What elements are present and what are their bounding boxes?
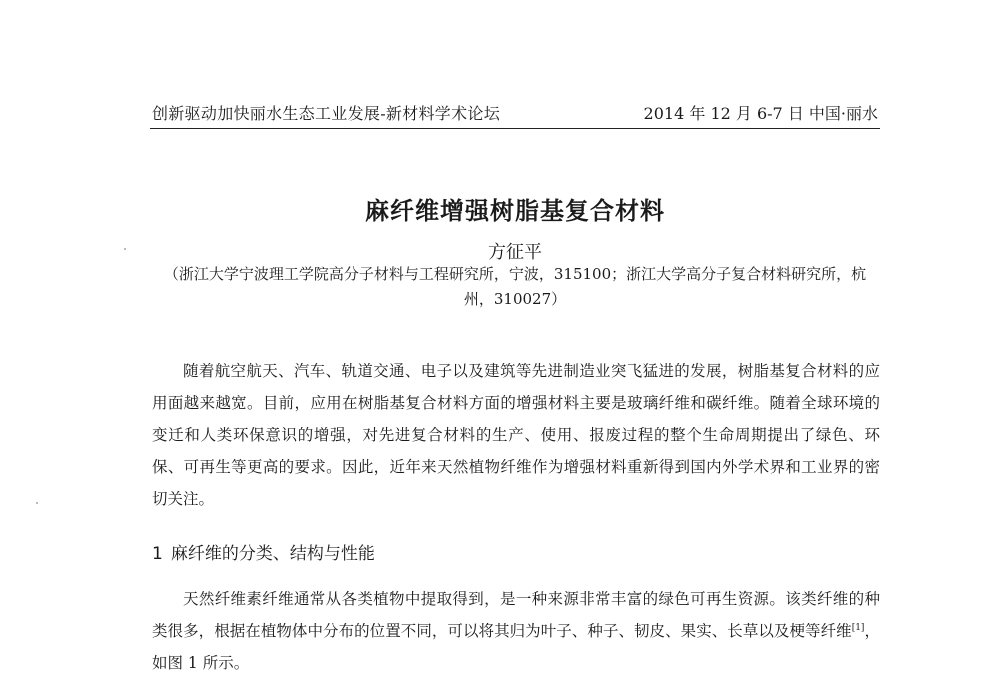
section-number: 1 bbox=[152, 544, 163, 564]
author: 方征平 bbox=[488, 242, 542, 263]
section-paragraph bbox=[152, 583, 880, 679]
scan-artifact bbox=[124, 248, 126, 250]
paper-title: 麻纤维增强树脂基复合材料 bbox=[365, 197, 665, 225]
section-paragraph-tail: ，如图 1 所示。 bbox=[152, 622, 880, 672]
running-header-right: 2014 年 12 月 6-7 日 中国·丽水 bbox=[643, 104, 878, 123]
affiliation: （浙江大学宁波理工学院高分子材料与工程研究所，宁波，315100；浙江大学高分子复合材料研究所，杭州，310027） bbox=[163, 265, 867, 308]
section-title: 麻纤维的分类、结构与性能 bbox=[170, 544, 375, 564]
citation-ref: [1] bbox=[851, 622, 865, 633]
section-paragraph-text: 天然纤维素纤维通常从各类植物中提取得到，是一种来源非常丰富的绿色可再生资源。该类纤维的种类很多，根据在植物体中分布的位置不同，可以将其归为叶子、种子、韧皮、果实、长草以及梗等纤维 bbox=[152, 590, 880, 640]
header-rule bbox=[150, 128, 880, 129]
intro-paragraph: 随着航空航天、汽车、轨道交通、电子以及建筑等先进制造业突飞猛进的发展，树脂基复合材料的应用面越来越宽。目前，应用在树脂基复合材料方面的增强材料主要是玻璃纤维和碳纤维。随着全球环境的变迁和人类环保意识的增强，对先进复合材料的生产、使用、报废过程的整个生命周期提出了绿色、环保、可再生等更高的要求。因此，近年来天然植物纤维作为增强材料重新得到国内外学术界和工业界的密切关注。 bbox=[152, 362, 880, 508]
scan-artifact bbox=[36, 502, 38, 504]
section-heading bbox=[152, 539, 375, 564]
running-header-left: 创新驱动加快丽水生态工业发展-新材料学术论坛 bbox=[152, 104, 501, 123]
